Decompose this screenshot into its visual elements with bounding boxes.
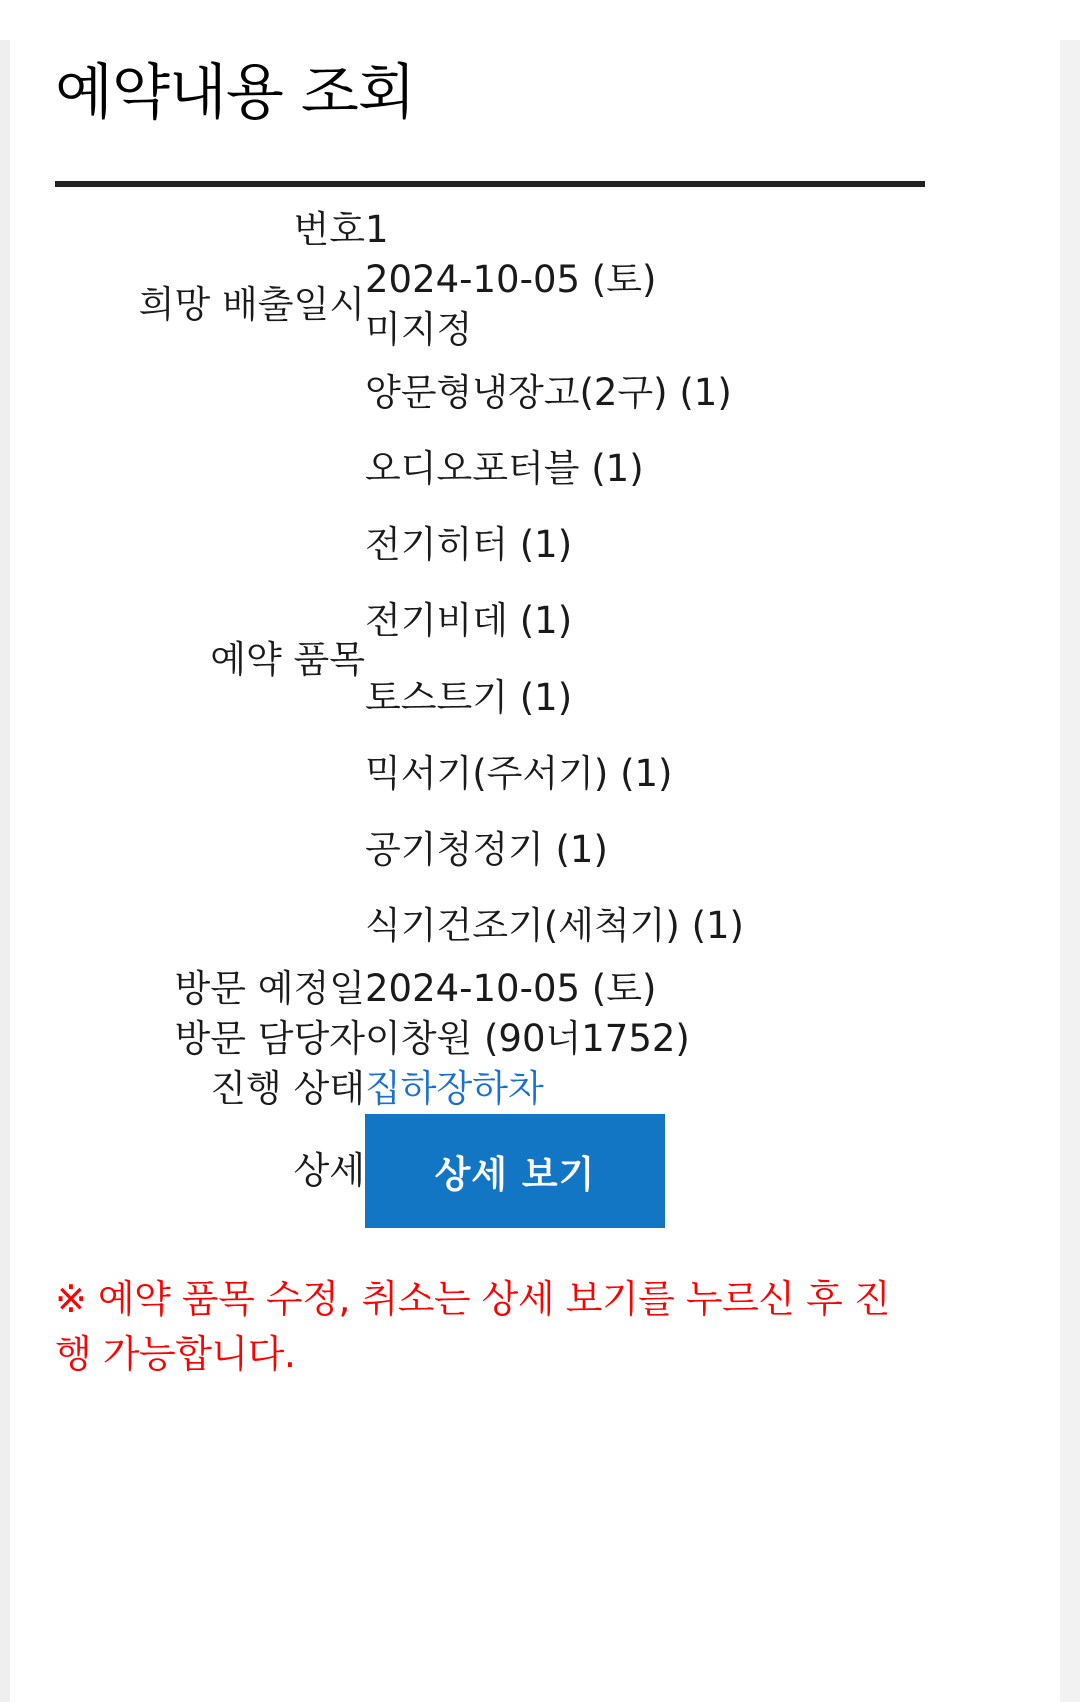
list-item: 토스트기 (1) [365, 675, 573, 719]
label-items: 예약 품목 [210, 637, 365, 681]
list-item: 식기건조기(세척기) (1) [365, 903, 744, 947]
title-divider [55, 181, 925, 187]
value-staff: 이창원 (90너1752) [365, 1016, 690, 1060]
label-visit-date: 방문 예정일 [174, 966, 365, 1010]
right-edge-strip [1060, 40, 1080, 1702]
label-detail: 상세 [293, 1148, 365, 1192]
view-detail-button[interactable]: 상세 보기 [365, 1114, 665, 1228]
table-row-number [55, 205, 935, 255]
value-items [365, 355, 935, 964]
status-link[interactable]: 집하장하차 [365, 1066, 544, 1110]
label-number: 번호 [293, 208, 365, 252]
reservation-detail-table [55, 205, 935, 1227]
list-item: 믹서기(주서기) (1) [365, 751, 673, 795]
reserved-items-list [365, 355, 935, 964]
label-staff: 방문 담당자 [174, 1016, 365, 1060]
page-title: 예약내용 조회 [55, 58, 415, 129]
value-number: 1 [365, 208, 389, 252]
left-edge-strip [0, 40, 10, 1702]
label-desired-date: 희망 배출일시 [138, 283, 365, 327]
table-row-desired-date [55, 255, 935, 355]
value-desired-date [365, 255, 935, 355]
table-row-staff [55, 1014, 935, 1064]
desired-date-line-1: 2024-10-05 (토) [365, 258, 657, 302]
list-item: 오디오포터블 (1) [365, 447, 644, 491]
table-row-items [55, 355, 935, 964]
label-status: 진행 상태 [210, 1066, 365, 1110]
list-item: 전기비데 (1) [365, 599, 573, 643]
reservation-lookup-page [0, 40, 1080, 1702]
desired-date-line-2: 미지정 [365, 308, 473, 352]
value-visit-date: 2024-10-05 (토) [365, 966, 657, 1010]
table-row-detail [55, 1114, 935, 1228]
table-row-status [55, 1064, 935, 1114]
list-item: 공기청정기 (1) [365, 827, 608, 871]
table-row-visit-date [55, 964, 935, 1014]
value-status [365, 1064, 935, 1114]
notice-text: ※ 예약 품목 수정, 취소는 상세 보기를 누르신 후 진행 가능합니다. [55, 1276, 891, 1376]
list-item: 양문형냉장고(2구) (1) [365, 371, 732, 415]
list-item: 전기히터 (1) [365, 523, 573, 567]
value-detail [365, 1114, 935, 1228]
